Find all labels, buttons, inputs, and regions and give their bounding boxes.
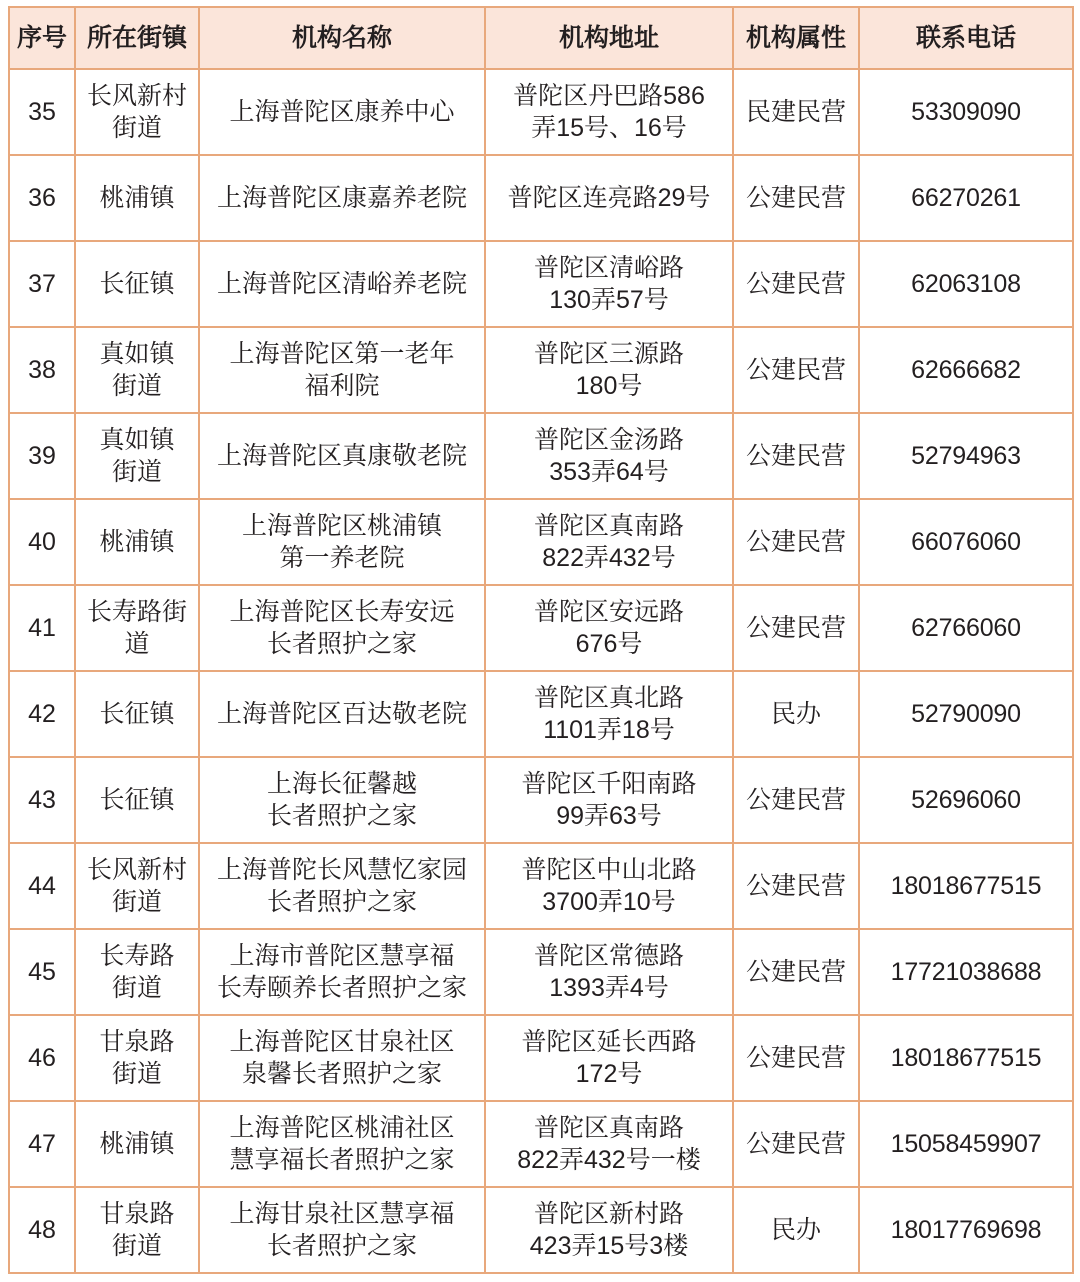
cell-index: 39 bbox=[9, 413, 75, 499]
cell-phone: 18018677515 bbox=[859, 843, 1073, 929]
cell-street: 甘泉路 街道 bbox=[75, 1187, 199, 1273]
column-header-street: 所在街镇 bbox=[75, 7, 199, 69]
table-row bbox=[9, 155, 1073, 241]
cell-street: 长征镇 bbox=[75, 671, 199, 757]
institution-table bbox=[8, 6, 1074, 1274]
column-header-index: 序号 bbox=[9, 7, 75, 69]
cell-phone: 18017769698 bbox=[859, 1187, 1073, 1273]
table-row bbox=[9, 69, 1073, 155]
cell-name: 上海普陀区清峪养老院 bbox=[199, 241, 485, 327]
table-header bbox=[9, 7, 1073, 69]
cell-attribute: 公建民营 bbox=[733, 327, 859, 413]
cell-name: 上海普陀长风慧忆家园 长者照护之家 bbox=[199, 843, 485, 929]
table-row bbox=[9, 757, 1073, 843]
cell-street: 长风新村 街道 bbox=[75, 843, 199, 929]
cell-street: 长风新村 街道 bbox=[75, 69, 199, 155]
column-header-name: 机构名称 bbox=[199, 7, 485, 69]
cell-name: 上海普陀区长寿安远 长者照护之家 bbox=[199, 585, 485, 671]
cell-index: 35 bbox=[9, 69, 75, 155]
cell-index: 38 bbox=[9, 327, 75, 413]
cell-phone: 52790090 bbox=[859, 671, 1073, 757]
cell-index: 40 bbox=[9, 499, 75, 585]
cell-address: 普陀区丹巴路586 弄15号、16号 bbox=[485, 69, 733, 155]
cell-address: 普陀区千阳南路 99弄63号 bbox=[485, 757, 733, 843]
cell-index: 42 bbox=[9, 671, 75, 757]
table-row bbox=[9, 1101, 1073, 1187]
cell-phone: 15058459907 bbox=[859, 1101, 1073, 1187]
cell-address: 普陀区连亮路29号 bbox=[485, 155, 733, 241]
cell-attribute: 民办 bbox=[733, 1187, 859, 1273]
cell-name: 上海长征馨越 长者照护之家 bbox=[199, 757, 485, 843]
cell-street: 真如镇 街道 bbox=[75, 413, 199, 499]
table-row bbox=[9, 929, 1073, 1015]
cell-street: 甘泉路 街道 bbox=[75, 1015, 199, 1101]
cell-attribute: 公建民营 bbox=[733, 843, 859, 929]
cell-name: 上海普陀区康养中心 bbox=[199, 69, 485, 155]
cell-address: 普陀区延长西路 172号 bbox=[485, 1015, 733, 1101]
column-header-address: 机构地址 bbox=[485, 7, 733, 69]
table-header-row bbox=[9, 7, 1073, 69]
cell-address: 普陀区三源路 180号 bbox=[485, 327, 733, 413]
cell-attribute: 民办 bbox=[733, 671, 859, 757]
cell-index: 48 bbox=[9, 1187, 75, 1273]
cell-address: 普陀区清峪路 130弄57号 bbox=[485, 241, 733, 327]
cell-street: 长征镇 bbox=[75, 757, 199, 843]
cell-phone: 66076060 bbox=[859, 499, 1073, 585]
cell-attribute: 公建民营 bbox=[733, 155, 859, 241]
cell-phone: 53309090 bbox=[859, 69, 1073, 155]
cell-street: 长征镇 bbox=[75, 241, 199, 327]
cell-index: 41 bbox=[9, 585, 75, 671]
cell-phone: 66270261 bbox=[859, 155, 1073, 241]
table-row bbox=[9, 671, 1073, 757]
cell-attribute: 公建民营 bbox=[733, 757, 859, 843]
table-row bbox=[9, 843, 1073, 929]
cell-address: 普陀区真南路 822弄432号一楼 bbox=[485, 1101, 733, 1187]
cell-phone: 52696060 bbox=[859, 757, 1073, 843]
table-row bbox=[9, 327, 1073, 413]
cell-street: 桃浦镇 bbox=[75, 155, 199, 241]
cell-phone: 52794963 bbox=[859, 413, 1073, 499]
cell-address: 普陀区新村路 423弄15号3楼 bbox=[485, 1187, 733, 1273]
cell-name: 上海普陀区真康敬老院 bbox=[199, 413, 485, 499]
cell-name: 上海普陀区甘泉社区 泉馨长者照护之家 bbox=[199, 1015, 485, 1101]
cell-phone: 18018677515 bbox=[859, 1015, 1073, 1101]
cell-phone: 62666682 bbox=[859, 327, 1073, 413]
cell-street: 桃浦镇 bbox=[75, 1101, 199, 1187]
cell-name: 上海甘泉社区慧享福 长者照护之家 bbox=[199, 1187, 485, 1273]
table-row bbox=[9, 499, 1073, 585]
cell-address: 普陀区中山北路 3700弄10号 bbox=[485, 843, 733, 929]
cell-attribute: 公建民营 bbox=[733, 1101, 859, 1187]
cell-index: 36 bbox=[9, 155, 75, 241]
cell-index: 43 bbox=[9, 757, 75, 843]
cell-index: 47 bbox=[9, 1101, 75, 1187]
cell-index: 46 bbox=[9, 1015, 75, 1101]
cell-attribute: 公建民营 bbox=[733, 585, 859, 671]
cell-name: 上海普陀区康嘉养老院 bbox=[199, 155, 485, 241]
cell-attribute: 公建民营 bbox=[733, 413, 859, 499]
table-row bbox=[9, 1015, 1073, 1101]
cell-street: 桃浦镇 bbox=[75, 499, 199, 585]
cell-index: 37 bbox=[9, 241, 75, 327]
cell-attribute: 民建民营 bbox=[733, 69, 859, 155]
cell-name: 上海普陀区第一老年 福利院 bbox=[199, 327, 485, 413]
cell-street: 长寿路街 道 bbox=[75, 585, 199, 671]
column-header-attribute: 机构属性 bbox=[733, 7, 859, 69]
cell-address: 普陀区安远路 676号 bbox=[485, 585, 733, 671]
cell-name: 上海市普陀区慧享福 长寿颐养长者照护之家 bbox=[199, 929, 485, 1015]
cell-street: 真如镇 街道 bbox=[75, 327, 199, 413]
cell-attribute: 公建民营 bbox=[733, 241, 859, 327]
cell-attribute: 公建民营 bbox=[733, 499, 859, 585]
table-row bbox=[9, 1187, 1073, 1273]
column-header-phone: 联系电话 bbox=[859, 7, 1073, 69]
cell-name: 上海普陀区桃浦镇 第一养老院 bbox=[199, 499, 485, 585]
cell-name: 上海普陀区桃浦社区 慧享福长者照护之家 bbox=[199, 1101, 485, 1187]
cell-address: 普陀区常德路 1393弄4号 bbox=[485, 929, 733, 1015]
cell-attribute: 公建民营 bbox=[733, 929, 859, 1015]
cell-index: 45 bbox=[9, 929, 75, 1015]
cell-phone: 62766060 bbox=[859, 585, 1073, 671]
table-body bbox=[9, 69, 1073, 1273]
table-row bbox=[9, 585, 1073, 671]
table-row bbox=[9, 413, 1073, 499]
cell-name: 上海普陀区百达敬老院 bbox=[199, 671, 485, 757]
cell-phone: 17721038688 bbox=[859, 929, 1073, 1015]
table-row bbox=[9, 241, 1073, 327]
cell-street: 长寿路 街道 bbox=[75, 929, 199, 1015]
cell-index: 44 bbox=[9, 843, 75, 929]
cell-address: 普陀区金汤路 353弄64号 bbox=[485, 413, 733, 499]
cell-phone: 62063108 bbox=[859, 241, 1073, 327]
cell-attribute: 公建民营 bbox=[733, 1015, 859, 1101]
cell-address: 普陀区真北路 1101弄18号 bbox=[485, 671, 733, 757]
cell-address: 普陀区真南路 822弄432号 bbox=[485, 499, 733, 585]
